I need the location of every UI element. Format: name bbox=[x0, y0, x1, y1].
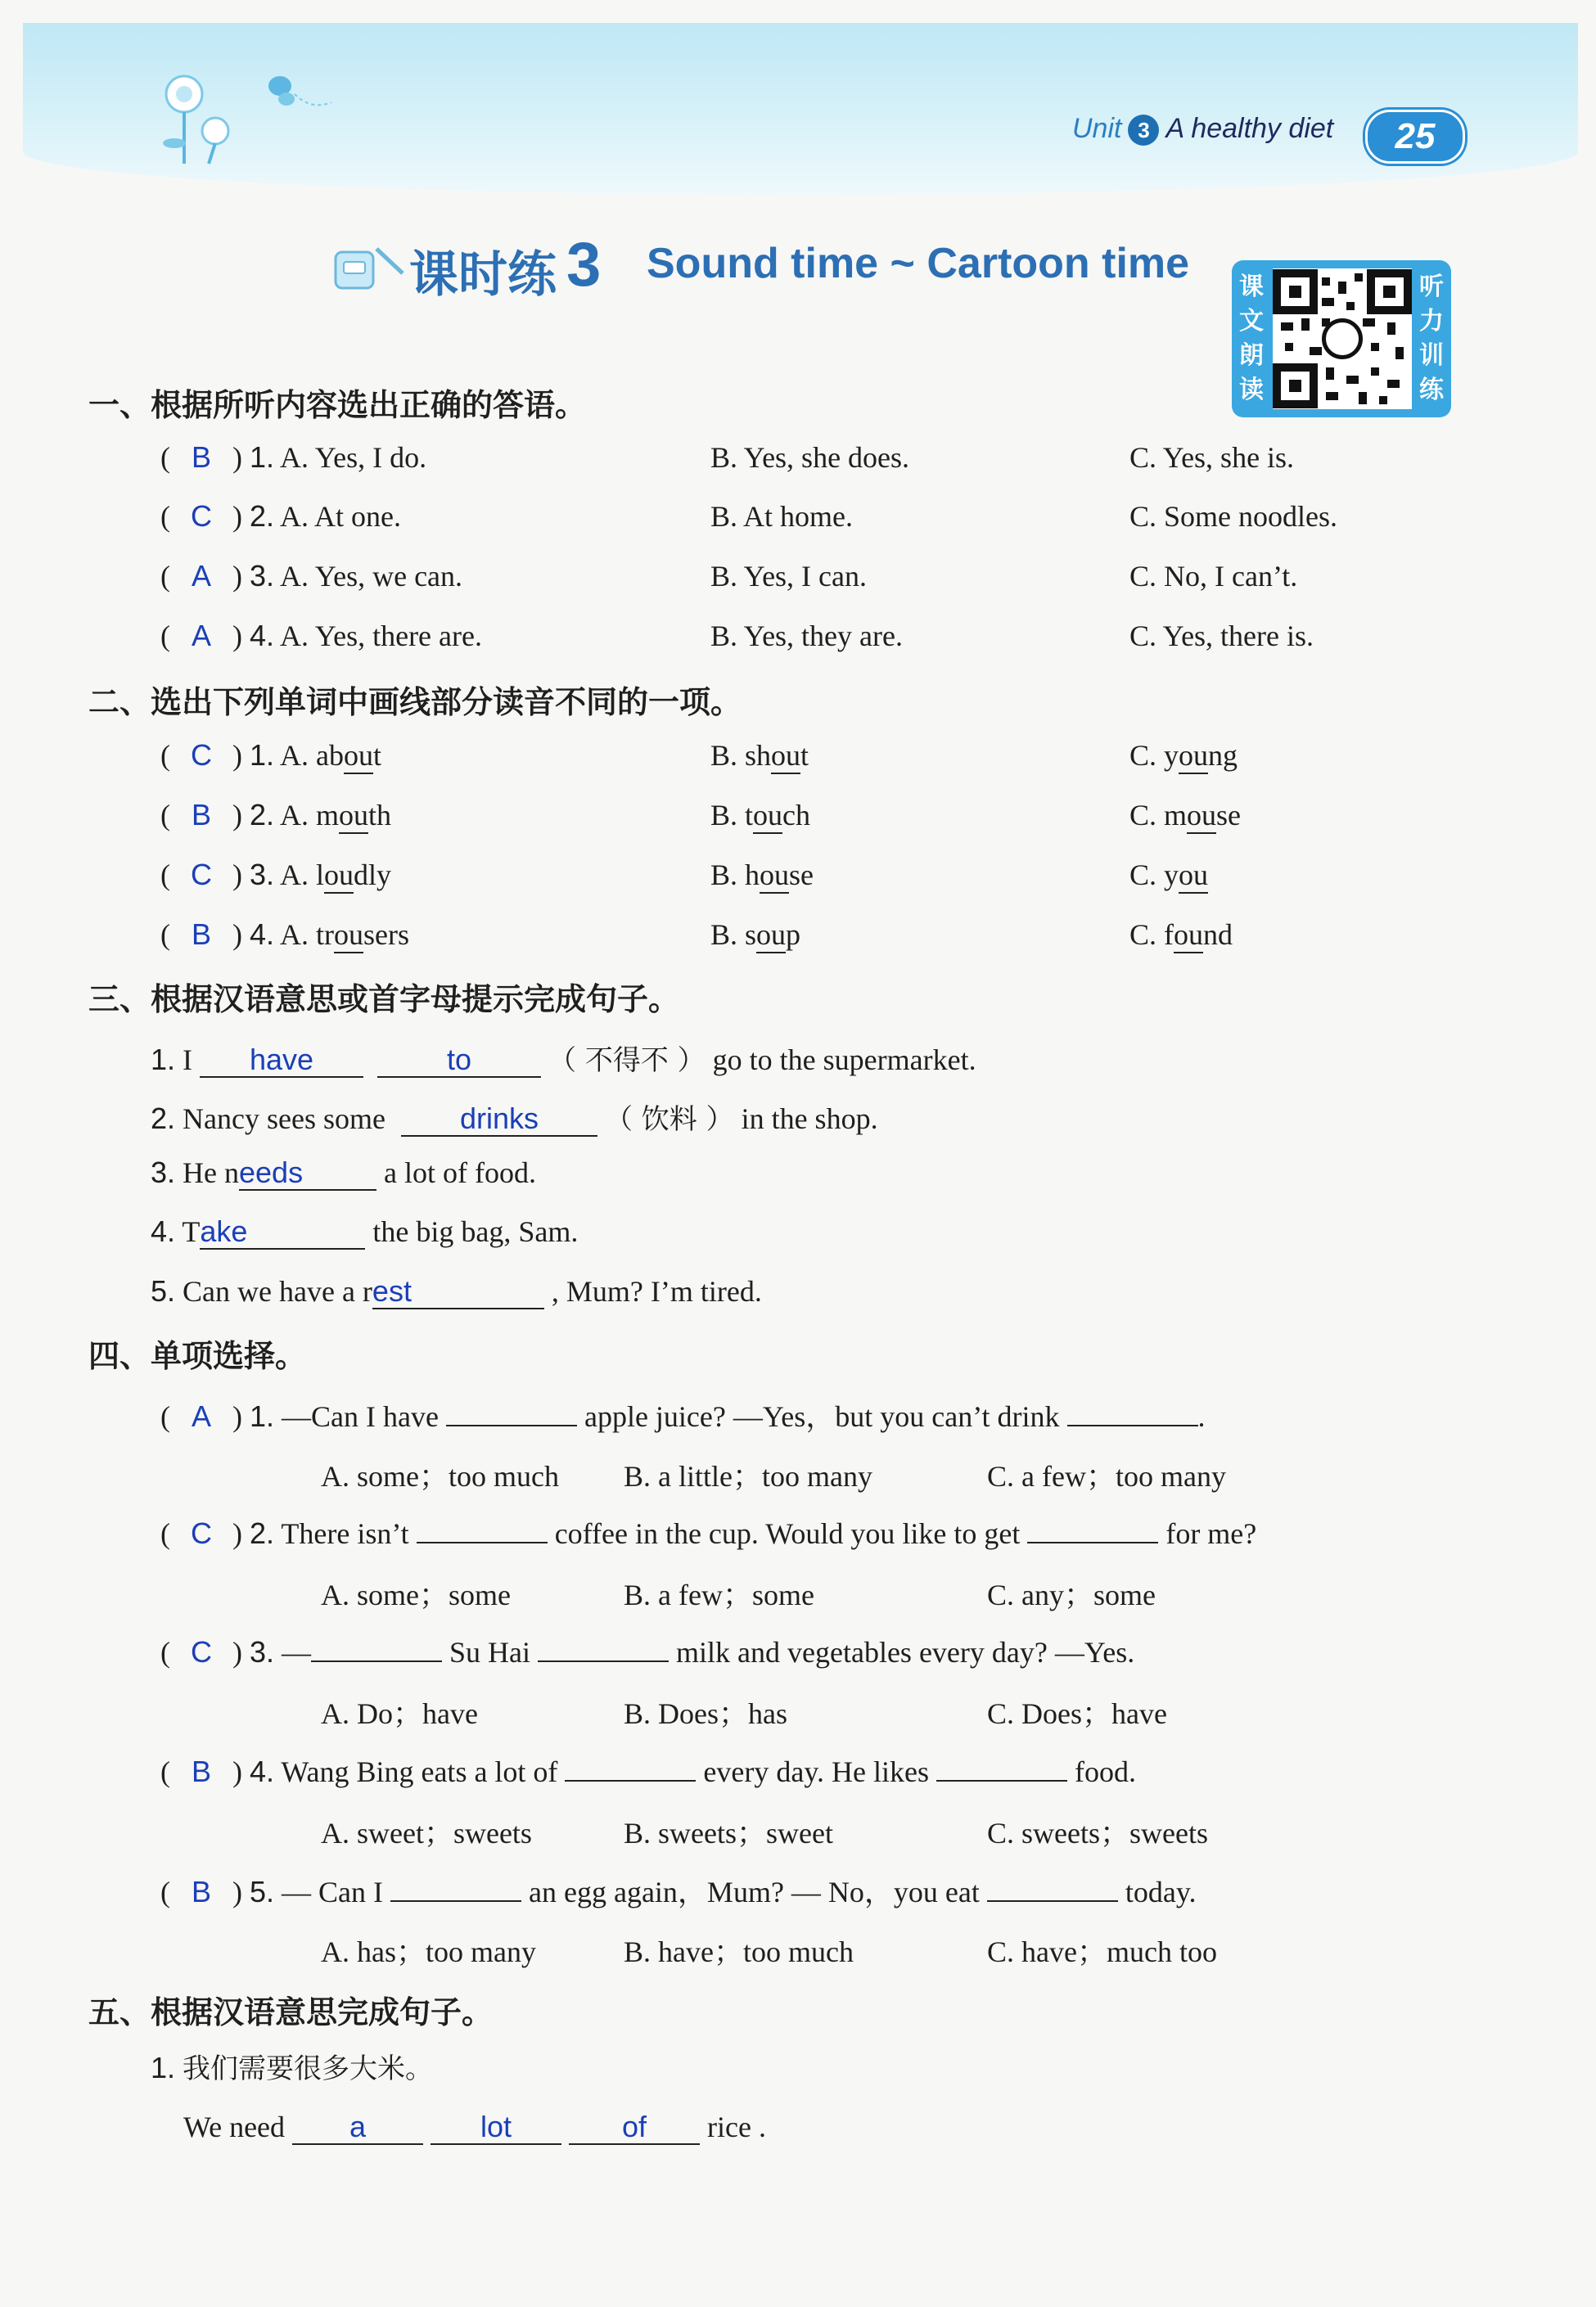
fill-blank[interactable] bbox=[936, 1751, 1067, 1782]
s1-q1: ( B ) 1. A. Yes, I do. bbox=[160, 440, 427, 474]
s1-q4: ( A ) 4. A. Yes, there are. bbox=[160, 619, 482, 652]
option-c: C. No, I can’t. bbox=[1129, 560, 1298, 593]
word-b: B. shout bbox=[710, 738, 809, 773]
fill-blank[interactable]: drinks bbox=[401, 1102, 597, 1137]
question-number: 4. bbox=[250, 619, 275, 652]
option-c: C. Yes, she is. bbox=[1129, 441, 1295, 474]
option-b: B. Does；has bbox=[624, 1697, 787, 1730]
question-number: 1. bbox=[250, 738, 275, 772]
chinese-sentence: 我们需要很多大米。 bbox=[183, 2052, 434, 2085]
fill-blank[interactable]: a bbox=[292, 2110, 423, 2145]
option-b: B. Yes, they are. bbox=[710, 620, 903, 652]
fill-blank[interactable]: to bbox=[377, 1043, 541, 1078]
answer-mark: B bbox=[191, 1875, 211, 1908]
option-c: C. Yes, there is. bbox=[1129, 620, 1314, 652]
answer-mark: C bbox=[191, 1635, 212, 1669]
section-4-heading: 四、单项选择。 bbox=[88, 1338, 307, 1374]
fill-blank[interactable] bbox=[446, 1395, 577, 1426]
fill-blank[interactable] bbox=[1067, 1395, 1198, 1426]
option-b: B. Yes, she does. bbox=[710, 441, 910, 474]
lesson-en-title: Sound time ~ Cartoon time bbox=[647, 240, 1190, 287]
answer-mark: A bbox=[191, 1399, 211, 1433]
s2-q3: ( C ) 3. A. loudly bbox=[160, 858, 391, 892]
option-b: B. sweets；sweet bbox=[624, 1817, 833, 1850]
option-c: C. a few；too many bbox=[987, 1460, 1226, 1493]
qr-block[interactable] bbox=[1232, 260, 1451, 417]
fill-blank[interactable]: have bbox=[200, 1043, 363, 1078]
word-a: A. about bbox=[280, 739, 381, 774]
word-a: A. mouth bbox=[280, 799, 391, 834]
s1-q3: ( A ) 3. A. Yes, we can. bbox=[160, 559, 463, 593]
option-b: B. have；too much bbox=[624, 1935, 854, 1968]
option-b: B. At home. bbox=[710, 500, 854, 533]
option-b: B. Yes, I can. bbox=[710, 560, 868, 593]
question-number: 1. bbox=[250, 440, 275, 474]
fill-blank[interactable]: eeds bbox=[239, 1156, 376, 1191]
section-3-heading: 三、根据汉语意思或首字母提示完成句子。 bbox=[88, 981, 680, 1017]
word-a: A. trousers bbox=[280, 918, 409, 953]
option-a: A. has；too many bbox=[321, 1935, 536, 1968]
fill-blank[interactable]: est bbox=[372, 1274, 544, 1309]
option-b: B. a few；some bbox=[624, 1579, 814, 1611]
answer-mark: B bbox=[191, 798, 211, 831]
lesson-zh-title: 课时练 bbox=[409, 246, 557, 304]
chinese-hint: （ 不得不 ） bbox=[548, 1044, 706, 1077]
flower-decoration-icon bbox=[151, 61, 241, 168]
s2-q4: ( B ) 4. A. trousers bbox=[160, 917, 409, 952]
s5-q1-answer: We need a lot of rice . bbox=[183, 2110, 766, 2145]
option-a: A. some；too much bbox=[321, 1460, 559, 1493]
qr-code-icon[interactable] bbox=[1273, 268, 1412, 409]
s4-q2: ( C ) 2. There isn’t coffee in the cup. Would you like to get for me? bbox=[160, 1512, 1256, 1551]
question-number: 4. bbox=[250, 917, 275, 951]
answer-mark: C bbox=[191, 738, 212, 772]
running-head bbox=[1072, 113, 1333, 146]
word-c: C. you bbox=[1129, 858, 1208, 892]
chinese-hint: （ 饮料 ） bbox=[604, 1103, 734, 1136]
fill-blank[interactable] bbox=[538, 1631, 669, 1662]
s4-q4: ( B ) 4. Wang Bing eats a lot of every day. He likes food. bbox=[160, 1751, 1136, 1789]
s2-q2: ( B ) 2. A. mouth bbox=[160, 798, 391, 832]
s3-q2: 2. Nancy sees some drinks （ 饮料 ） in the shop. bbox=[151, 1102, 878, 1136]
s4-q1: ( A ) 1. —Can I have apple juice? —Yes，but you can’t drink . bbox=[160, 1394, 1206, 1435]
word-b: B. touch bbox=[710, 798, 810, 832]
word-b: B. house bbox=[710, 858, 814, 892]
option-a: A. sweet；sweets bbox=[321, 1817, 532, 1850]
answer-mark: A bbox=[191, 559, 211, 593]
option-c: C. any；some bbox=[987, 1579, 1156, 1611]
unit-title: A healthy diet bbox=[1165, 113, 1334, 144]
section-2-heading: 二、选出下列单词中画线部分读音不同的一项。 bbox=[88, 684, 742, 720]
option-a: A. Yes, there are. bbox=[280, 620, 482, 652]
option-c: C. Some noodles. bbox=[1129, 500, 1338, 533]
option-b: B. a little；too many bbox=[624, 1460, 872, 1493]
s3-q4: 4. Take the big bag, Sam. bbox=[151, 1214, 578, 1250]
option-c: C. sweets；sweets bbox=[987, 1817, 1208, 1850]
word-c: C. young bbox=[1129, 738, 1238, 773]
answer-mark: B bbox=[191, 440, 211, 474]
word-b: B. soup bbox=[710, 917, 800, 952]
schoolbag-icon bbox=[327, 241, 409, 296]
option-a: A. At one. bbox=[280, 500, 402, 533]
fill-blank[interactable] bbox=[1027, 1512, 1158, 1543]
answer-mark: A bbox=[191, 619, 211, 652]
option-a: A. Yes, I do. bbox=[280, 441, 427, 474]
answer-mark: C bbox=[191, 1516, 212, 1550]
fill-blank[interactable]: lot bbox=[431, 2110, 561, 2145]
answer-mark: B bbox=[191, 1755, 211, 1788]
fill-blank[interactable]: of bbox=[569, 2110, 700, 2145]
s4-q5: ( B ) 5. — Can I an egg again，Mum? — No，you eat today. bbox=[160, 1869, 1197, 1911]
section-1-heading: 一、根据所听内容选出正确的答语。 bbox=[88, 387, 587, 423]
option-c: C. have；much too bbox=[987, 1935, 1217, 1968]
s3-q5: 5. Can we have a rest , Mum? I’m tired. bbox=[151, 1274, 762, 1309]
question-number: 2. bbox=[250, 798, 275, 831]
lesson-number: 3 bbox=[566, 230, 602, 300]
fill-blank[interactable] bbox=[390, 1871, 521, 1902]
s4-q3: ( C ) 3. — Su Hai milk and vegetables every day? —Yes. bbox=[160, 1631, 1134, 1669]
qr-left-label: 课文朗读 bbox=[1239, 273, 1264, 404]
question-number: 3. bbox=[250, 559, 275, 593]
s1-q2: ( C ) 2. A. At one. bbox=[160, 499, 402, 533]
answer-mark: B bbox=[191, 917, 211, 951]
word-a: A. loudly bbox=[280, 858, 391, 894]
header-band bbox=[23, 23, 1578, 195]
option-a: A. some；some bbox=[321, 1579, 511, 1611]
option-a: A. Do；have bbox=[321, 1697, 478, 1730]
s3-q1: 1. I have to （ 不得不 ） go to the supermarket. bbox=[151, 1043, 976, 1077]
answer-mark: C bbox=[191, 858, 212, 891]
option-a: A. Yes, we can. bbox=[280, 560, 463, 593]
section-5-heading: 五、根据汉语意思完成句子。 bbox=[88, 1994, 494, 2030]
word-c: C. mouse bbox=[1129, 798, 1241, 832]
unit-number: 3 bbox=[1128, 115, 1159, 146]
qr-right-label: 听力训练 bbox=[1419, 273, 1444, 404]
s2-q1: ( C ) 1. A. about bbox=[160, 738, 381, 773]
option-c: C. Does；have bbox=[987, 1697, 1167, 1730]
fill-blank[interactable] bbox=[987, 1871, 1118, 1902]
question-number: 2. bbox=[250, 499, 275, 533]
question-number: 3. bbox=[250, 858, 275, 891]
fill-blank[interactable] bbox=[565, 1751, 696, 1782]
fill-blank[interactable] bbox=[417, 1512, 548, 1543]
fill-blank[interactable] bbox=[311, 1631, 442, 1662]
s5-q1-prompt: 1. 我们需要很多大米。 bbox=[151, 2051, 434, 2085]
word-c: C. found bbox=[1129, 917, 1233, 952]
s3-q3: 3. He needs a lot of food. bbox=[151, 1156, 536, 1191]
butterfly-icon bbox=[262, 70, 336, 115]
unit-label: Unit bbox=[1072, 113, 1122, 144]
fill-blank[interactable]: ake bbox=[200, 1214, 365, 1250]
answer-mark: C bbox=[191, 499, 212, 533]
page-number: 25 bbox=[1365, 110, 1465, 164]
